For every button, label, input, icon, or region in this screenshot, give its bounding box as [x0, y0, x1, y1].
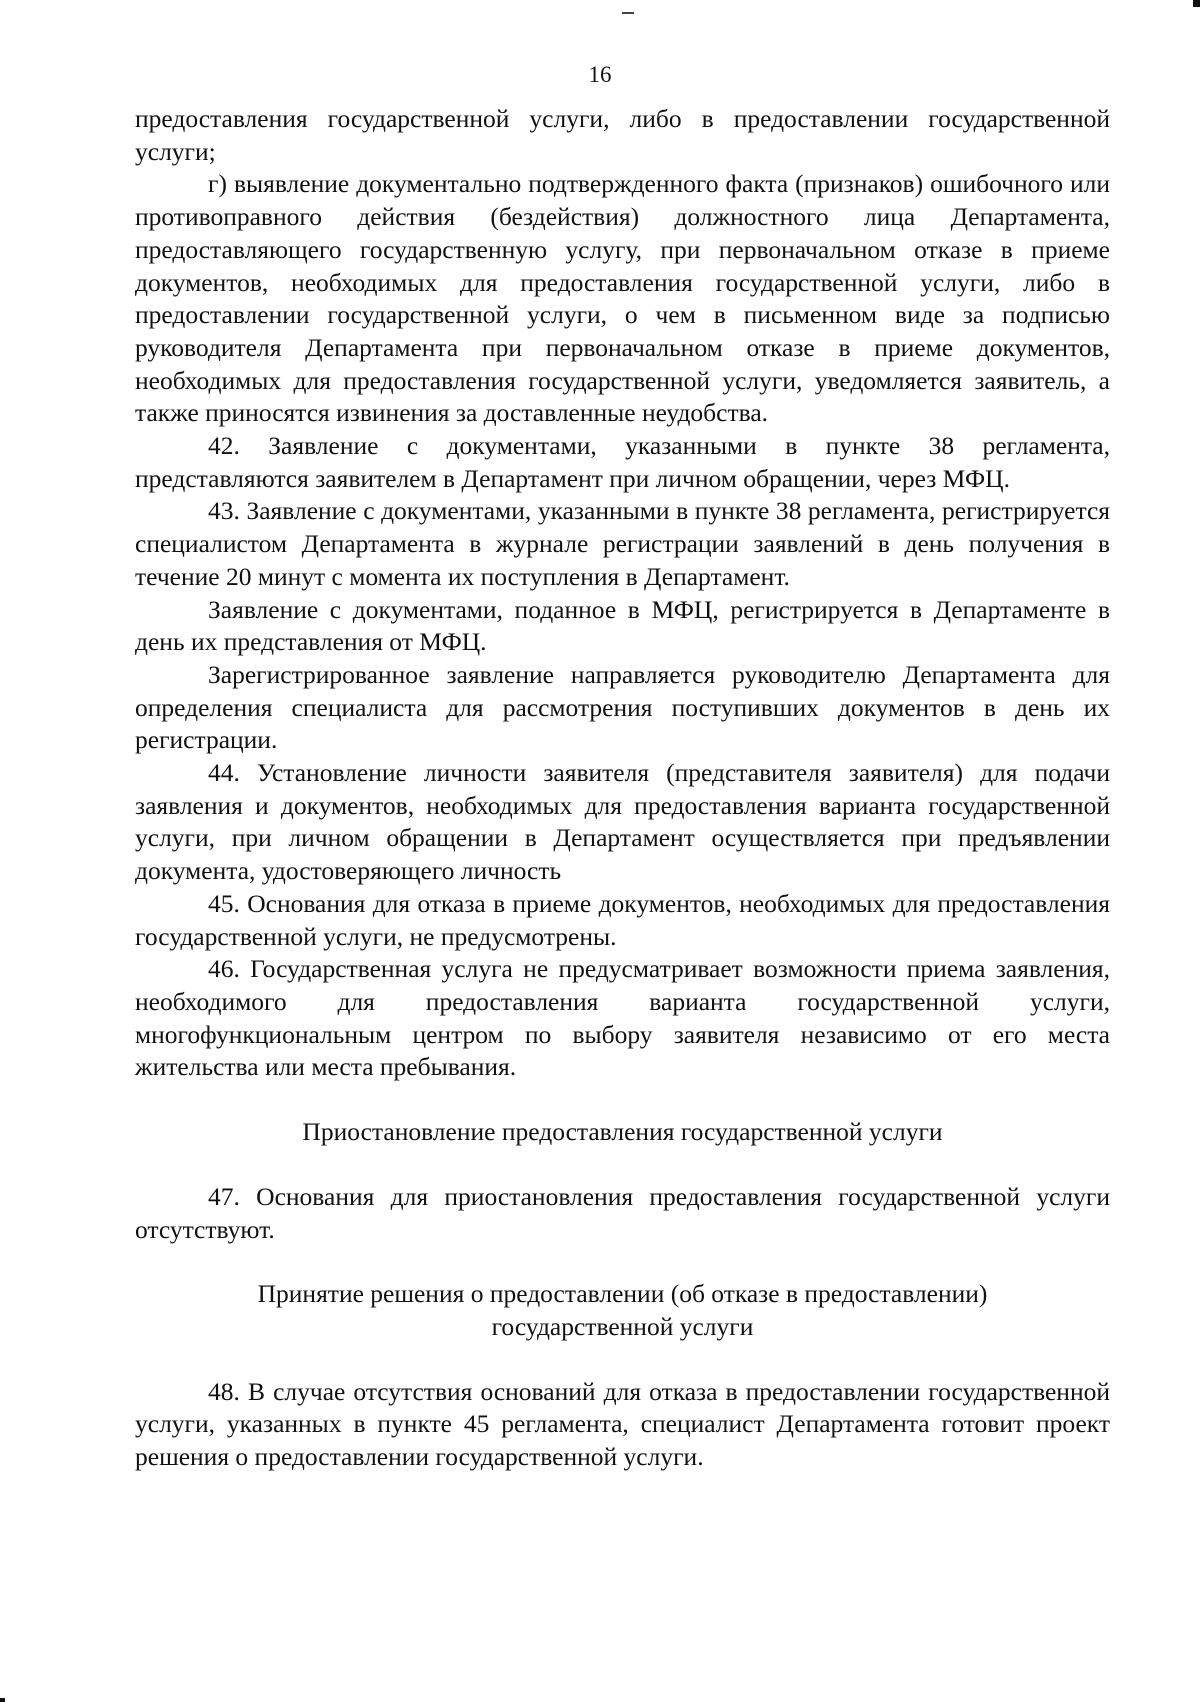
paragraph-46: 46. Государственная услуга не предусматривает возможности приема заявления, необходимого для предоставления варианта государственной услуги, многофункциональным центром по выбору заявителя независимо от его места жительства или места пребывания.: [135, 954, 1110, 1082]
paragraph-43: 43. Заявление с документами, указанными в пункте 38 регламента, регистрируется специалистом Департамента в журнале регистрации заявлений в день получения в течение 20 минут с момента их поступления в Департамент.: [135, 496, 1110, 591]
section-heading-decision-line2: государственной услуги: [491, 1311, 754, 1341]
paragraph-47: 47. Основания для приостановления предоставления государственной услуги отсутствуют.: [135, 1181, 1110, 1244]
spacer: [135, 1084, 1110, 1116]
paragraph-42: 42. Заявление с документами, указанными в пункте 38 регламента, представляются заявителем в Департамент при личном обращении, через МФЦ.: [135, 431, 1110, 493]
spacer: [135, 1149, 1110, 1181]
section-heading-decision-line1: Принятие решения о предоставлении (об отказе в предоставлении): [257, 1279, 988, 1309]
paragraph-item-g: г) выявление документально подтвержденного факта (признаков) ошибочного или противоправного действия (бездействия) должностного лица Департамента, предоставляющего государственную услугу, при первоначальном отказе в приеме документов, необходимых для предоставления государственной услуги, либо в предоставлении государственной услуги, о чем в письменном виде за подписью руководителя Департамента при первоначальном отказе в приеме документов, необходимых для предоставления государственной услуги, уведомляется заявитель, а также приносятся извинения за доставленные неудобства.: [135, 169, 1110, 428]
paragraph-43-registered: Зарегистрированное заявление направляется руководителю Департамента для определения специалиста для рассмотрения поступивших документов в день их регистрации.: [135, 659, 1110, 755]
paragraph-45: 45. Основания для отказа в приеме документов, необходимых для предоставления государственной услуги, не предусмотрены.: [135, 888, 1110, 951]
paragraph-43-mfc: Заявление с документами, поданное в МФЦ, регистрируется в Департаменте в день их представления от МФЦ.: [135, 594, 1110, 657]
scan-mark: [1193, 0, 1200, 7]
scan-mark: [0, 1698, 5, 1702]
paragraph-continuation: предоставления государственной услуги, либо в предоставлении государственной услуги;: [135, 104, 1110, 166]
document-body: [135, 103, 1110, 1474]
spacer: [135, 1246, 1110, 1278]
spacer: [135, 1344, 1110, 1376]
page-number: 16: [588, 62, 612, 87]
paragraph-44: 44. Установление личности заявителя (представителя заявителя) для подачи заявления и документов, необходимых для предоставления варианта государственной услуги, при личном обращении в Департамент осуществляется при предъявлении документа, удостоверяющего личность: [135, 758, 1110, 886]
section-heading-suspension: Приостановление предоставления государственной услуги: [302, 1117, 943, 1147]
paragraph-48: 48. В случае отсутствия оснований для отказа в предоставлении государственной услуги, указанных в пункте 45 регламента, специалист Департамента готовит проект решения о предоставлении государственной услуги.: [135, 1376, 1110, 1472]
scan-mark: [622, 12, 634, 14]
